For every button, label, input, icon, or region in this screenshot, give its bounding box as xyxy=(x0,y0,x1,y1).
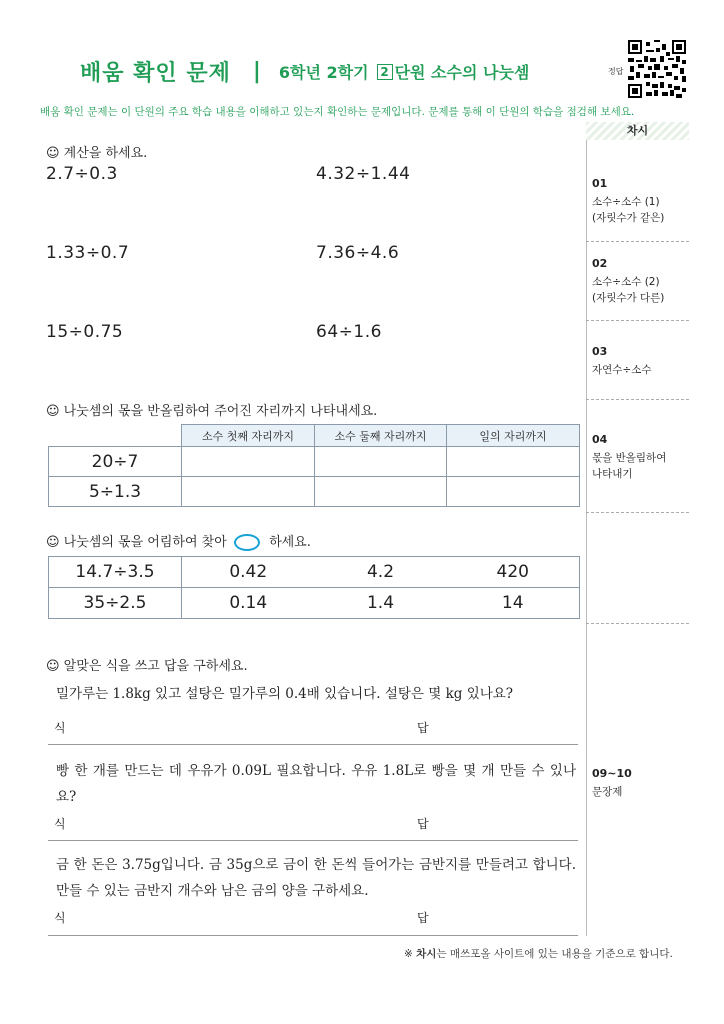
sidebar-separator xyxy=(586,623,689,624)
section-title-calculate: ☺ 계산을 하세요. xyxy=(46,146,148,161)
answer-cell[interactable] xyxy=(447,477,580,507)
answer-cell[interactable] xyxy=(182,447,315,477)
intro-text: 배움 확인 문제는 이 단원의 주요 학습 내용을 이해하고 있는지 확인하는 문제입니다. 문제를 통해 이 단원의 학습을 점검해 보세요. xyxy=(40,106,635,118)
word-problem-2: 빵 한 개를 만드는 데 우유가 0.09L 필요합니다. 우유 1.8L로 빵을 몇 개 만들 수 있나요? xyxy=(56,763,576,805)
section-title-text: ☺ 나눗셈의 몫을 어림하여 찾아 xyxy=(46,535,227,550)
problem-expression: 4.32÷1.44 xyxy=(316,164,411,184)
table-row xyxy=(49,557,580,588)
sidebar-item-label: 몫을 반올림하여 xyxy=(592,452,667,464)
answer-cell[interactable] xyxy=(182,477,315,507)
problem-expression: 2.7÷0.3 xyxy=(46,164,118,184)
choice-option[interactable]: 0.42 xyxy=(182,557,315,588)
sidebar-item-label: 문장제 xyxy=(592,786,623,798)
answer-divider xyxy=(48,840,578,841)
sidebar-item-label: 자연수÷소수 xyxy=(592,364,652,376)
unit-number-box: 2 xyxy=(377,64,393,80)
sidebar-item-sublabel: 나타내기 xyxy=(592,468,633,480)
dap-label: 답 xyxy=(417,721,429,735)
word-problem-1: 밀가루는 1.8kg 있고 설탕은 밀가루의 0.4배 있습니다. 설탕은 몇 kg 있나요? xyxy=(56,686,514,702)
sidebar-item-sublabel: (자릿수가 같은) xyxy=(592,212,665,224)
footer-text: 는 매쓰포올 사이트에 있는 내용을 기준으로 합니다. xyxy=(436,948,673,960)
column-header: 소수 첫째 자리까지 xyxy=(182,425,315,447)
sik-label: 식 xyxy=(54,817,66,831)
sidebar-item-04 xyxy=(592,432,666,482)
answer-cell[interactable] xyxy=(315,477,447,507)
sidebar-item-number: 03 xyxy=(592,345,608,358)
circle-mark-icon xyxy=(234,534,260,551)
sidebar-item-number: 02 xyxy=(592,257,608,270)
problem-expression: 7.36÷4.6 xyxy=(316,243,400,263)
choice-option[interactable]: 420 xyxy=(447,557,580,588)
section-title-estimate xyxy=(46,531,311,551)
sidebar-separator xyxy=(586,320,689,321)
qr-code-icon[interactable] xyxy=(628,40,686,98)
answer-divider xyxy=(48,744,578,745)
sidebar-separator xyxy=(586,399,689,400)
problem-expression: 64÷1.6 xyxy=(316,322,382,342)
page-title: 배움 확인 문제 xyxy=(80,61,231,86)
row-expression: 20÷7 xyxy=(49,447,182,477)
table-row xyxy=(49,447,580,477)
answer-label: 정답 xyxy=(608,67,624,76)
page-header xyxy=(80,56,529,87)
sidebar-separator xyxy=(586,512,689,513)
dap-label: 답 xyxy=(417,911,429,925)
sidebar-item-label: 소수÷소수 (2) xyxy=(592,276,660,288)
row-expression: 5÷1.3 xyxy=(49,477,182,507)
sidebar-divider xyxy=(586,140,587,936)
sidebar-item-number: 04 xyxy=(592,433,608,446)
table-row xyxy=(49,477,580,507)
choice-option[interactable]: 14 xyxy=(447,588,580,619)
sidebar-item-number: 09~10 xyxy=(592,767,632,780)
answer-cell[interactable] xyxy=(447,447,580,477)
footer-note xyxy=(404,946,673,961)
problem-expression: 15÷0.75 xyxy=(46,322,124,342)
section-title-rounding: ☺ 나눗셈의 몫을 반올림하여 주어진 자리까지 나타내세요. xyxy=(46,404,378,419)
row-expression: 35÷2.5 xyxy=(49,588,182,619)
table-corner xyxy=(49,425,182,447)
title-separator: | xyxy=(252,59,261,84)
rounding-table xyxy=(48,424,580,507)
answer-divider xyxy=(48,935,578,936)
sidebar-item-03 xyxy=(592,344,652,378)
choice-option[interactable]: 0.14 xyxy=(182,588,315,619)
sidebar-item-label: 소수÷소수 (1) xyxy=(592,196,660,208)
sidebar-item-number: 01 xyxy=(592,177,608,190)
footer-prefix: ※ xyxy=(404,948,413,960)
dap-label: 답 xyxy=(417,817,429,831)
choice-option[interactable]: 1.4 xyxy=(315,588,447,619)
sik-label: 식 xyxy=(54,721,66,735)
section-title-text: 하세요. xyxy=(269,535,311,550)
section-title-word-problems: ☺ 알맞은 식을 쓰고 답을 구하세요. xyxy=(46,659,248,674)
grade-label: 6학년 2학기 xyxy=(278,63,369,82)
row-expression: 14.7÷3.5 xyxy=(49,557,182,588)
table-row xyxy=(49,588,580,619)
footer-bold: 차시 xyxy=(416,948,437,960)
sidebar-item-09-10 xyxy=(592,766,632,800)
sidebar-item-sublabel: (자릿수가 다른) xyxy=(592,292,665,304)
sidebar-item-02 xyxy=(592,256,664,306)
problem-expression: 1.33÷0.7 xyxy=(46,243,130,263)
word-problem-3: 금 한 돈은 3.75g입니다. 금 35g으로 금이 한 돈씩 들어가는 금반지를 만들려고 합니다. 만들 수 있는 금반지 개수와 남은 금의 양을 구하세요. xyxy=(56,857,576,899)
column-header: 일의 자리까지 xyxy=(447,425,580,447)
unit-name: 단원 소수의 나눗셈 xyxy=(394,63,530,82)
sidebar-separator xyxy=(586,241,689,242)
choice-option[interactable]: 4.2 xyxy=(315,557,447,588)
sidebar-header: 차시 xyxy=(586,122,689,140)
column-header: 소수 둘째 자리까지 xyxy=(315,425,447,447)
sidebar-item-01 xyxy=(592,176,664,226)
sik-label: 식 xyxy=(54,911,66,925)
estimate-table xyxy=(48,556,580,619)
answer-cell[interactable] xyxy=(315,447,447,477)
